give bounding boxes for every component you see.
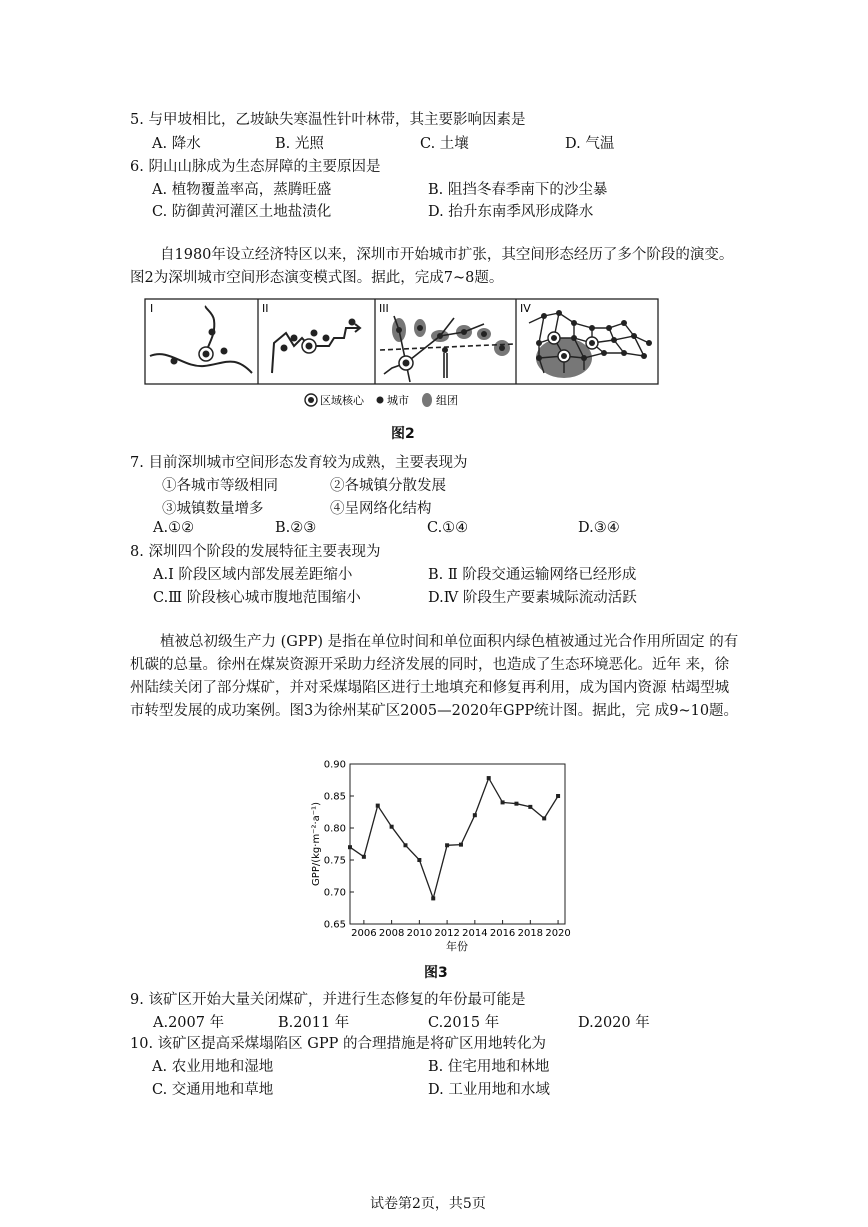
q6-option-d: D. 抬升东南季风形成降水 (428, 204, 594, 220)
passage-shenzhen: 自1980年设立经济特区以来，深圳市开始城市扩张，其空间形态经历了多个阶段的演变。图2为深圳城市空间形态演变模式图。据此，完成7~8题。 (130, 247, 734, 286)
panel-label-4: IV (520, 302, 531, 315)
q6-option-a: A. 植物覆盖率高，蒸腾旺盛 (152, 182, 332, 198)
q10-option-b: B. 住宅用地和林地 (428, 1059, 550, 1075)
q8-option-a: A.Ⅰ 阶段区域内部发展差距缩小 (153, 567, 353, 583)
page-footer: 试卷第2页，共5页 (370, 1196, 486, 1212)
panel-4-diagram (529, 310, 652, 378)
panel-3-diagram (380, 316, 514, 382)
data-point (501, 800, 505, 804)
legend-group: 组团 (436, 394, 458, 407)
q7-item-4: ④呈网络化结构 (330, 501, 432, 517)
x-tick-label: 2008 (378, 928, 405, 939)
q9-option-c: C.2015 年 (428, 1015, 500, 1031)
q8-option-d: D.Ⅳ 阶段生产要素城际流动活跃 (428, 590, 637, 606)
data-point (487, 776, 491, 780)
x-tick-label: 2020 (545, 928, 571, 939)
x-tick-label: 2016 (489, 928, 516, 939)
data-point (445, 843, 449, 847)
data-point (542, 816, 546, 820)
data-point (348, 845, 352, 849)
q8-option-c: C.Ⅲ 阶段核心城市腹地范围缩小 (153, 590, 361, 606)
q9-option-a: A.2007 年 (153, 1015, 225, 1031)
x-axis-label: 年份 (446, 940, 468, 953)
q7-stem: 7. 目前深圳城市空间形态发育较为成熟，主要表现为 (130, 455, 468, 471)
q7-item-1: ①各城市等级相同 (162, 478, 278, 494)
figure2-diagram (144, 298, 659, 413)
y-tick-label: 0.75 (323, 855, 346, 867)
gpp-line-chart (305, 756, 575, 956)
q7-option-c: C.①④ (427, 520, 469, 536)
panel-label-3: III (379, 302, 389, 315)
q7-option-b: B.②③ (275, 520, 317, 536)
q9-stem: 9. 该矿区开始大量关闭煤矿，并进行生态修复的年份最可能是 (130, 992, 526, 1008)
data-point (431, 896, 435, 900)
figure2-caption: 图2 (391, 426, 415, 442)
q6-stem: 6. 阴山山脉成为生态屏障的主要原因是 (130, 159, 381, 175)
y-tick-label: 0.90 (323, 759, 346, 771)
y-axis-label: GPP/(kg·m⁻²·a⁻¹) (311, 802, 322, 886)
q9-option-b: B.2011 年 (278, 1015, 350, 1031)
q8-stem: 8. 深圳四个阶段的发展特征主要表现为 (130, 544, 381, 560)
q5-stem: 5. 与甲坡相比，乙坡缺失寒温性针叶林带，其主要影响因素是 (130, 112, 526, 128)
panel-1-diagram (150, 306, 252, 373)
y-tick-label: 0.70 (323, 887, 346, 899)
passage-gpp: 植被总初级生产力 (GPP) 是指在单位时间和单位面积内绿色植被通过光合作用所固定 的有机碳的总量。徐州在煤炭资源开采助力经济发展的同时，也造成了生态环境恶化。近年 来，徐州陆续关闭了部分煤矿，并对采煤塌陷区进行土地填充和修复再利用，成为国内资源 枯竭型城市转型发展的成功案例。图3为徐州某矿区2005—2020年GPP统计图。据此，完 成9~10题。 (130, 634, 739, 719)
q10-stem: 10. 该矿区提高采煤塌陷区 GPP 的合理措施是将矿区用地转化为 (130, 1036, 546, 1052)
gpp-series-line (350, 778, 558, 898)
y-tick-label: 0.65 (323, 919, 346, 931)
figure3-caption: 图3 (424, 965, 448, 981)
data-point (556, 794, 560, 798)
q9-option-d: D.2020 年 (578, 1015, 650, 1031)
q5-option-c: C. 土壤 (420, 136, 469, 152)
y-tick-label: 0.85 (323, 791, 346, 803)
q8-option-b: B. Ⅱ 阶段交通运输网络已经形成 (428, 567, 637, 583)
q6-option-b: B. 阻挡冬春季南下的沙尘暴 (428, 182, 608, 198)
x-tick-label: 2006 (351, 928, 377, 939)
q7-option-a: A.①② (153, 520, 195, 536)
data-point (459, 843, 463, 847)
x-tick-label: 2012 (434, 928, 460, 939)
data-point (403, 843, 407, 847)
legend-city: 城市 (387, 394, 409, 407)
panel-label-1: I (150, 302, 154, 315)
q5-option-a: A. 降水 (152, 136, 201, 152)
q7-option-d: D.③④ (578, 520, 620, 536)
data-point (473, 813, 477, 817)
panel-label-2: II (262, 302, 269, 315)
x-tick-label: 2010 (406, 928, 433, 939)
y-tick-label: 0.80 (323, 823, 346, 835)
data-point (390, 825, 394, 829)
q5-option-b: B. 光照 (275, 136, 324, 152)
data-point (514, 802, 518, 806)
figure2-legend (305, 393, 458, 407)
q5-option-d: D. 气温 (565, 136, 615, 152)
q10-option-c: C. 交通用地和草地 (152, 1082, 274, 1098)
data-point (362, 855, 366, 859)
plot-frame (350, 764, 565, 924)
x-tick-label: 2014 (462, 928, 488, 939)
data-point (417, 858, 421, 862)
q7-item-2: ②各城镇分散发展 (330, 478, 446, 494)
q10-option-a: A. 农业用地和湿地 (152, 1059, 274, 1075)
data-point (376, 804, 380, 808)
q6-option-c: C. 防御黄河灌区土地盐渍化 (152, 204, 332, 220)
q10-option-d: D. 工业用地和水域 (428, 1082, 550, 1098)
legend-core: 区域核心 (320, 394, 364, 407)
data-point (528, 805, 532, 809)
x-tick-label: 2018 (517, 928, 544, 939)
q7-item-3: ③城镇数量增多 (162, 501, 264, 517)
